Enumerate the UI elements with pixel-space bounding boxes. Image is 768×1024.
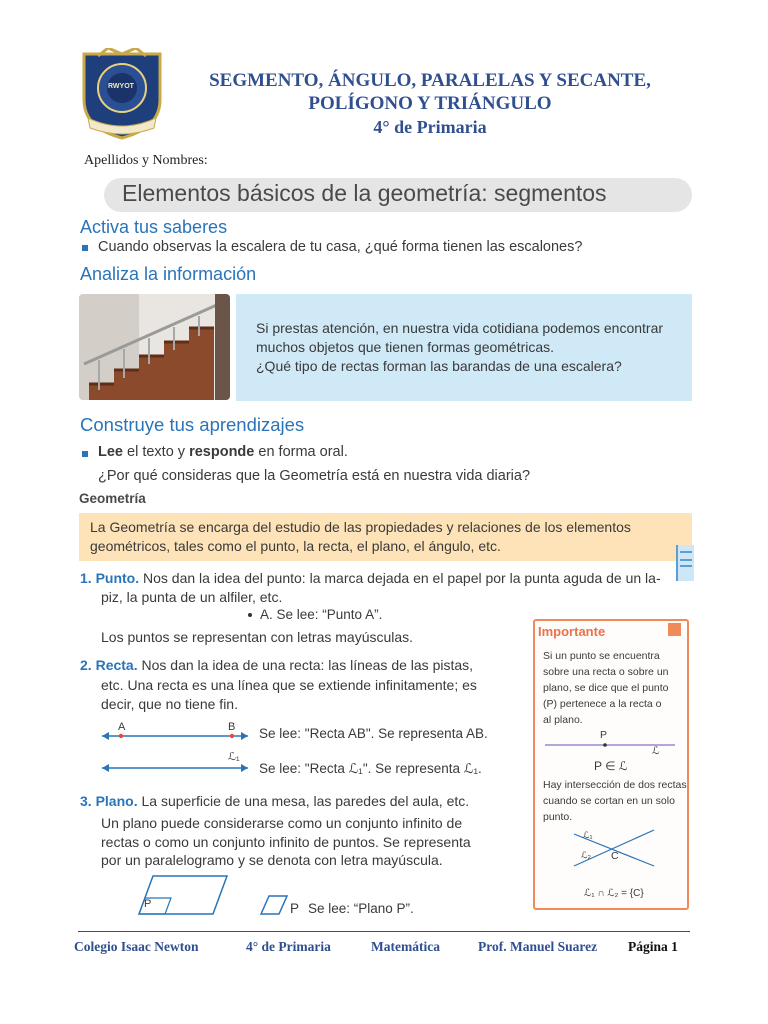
plano-line4: por un paralelogramo y se denota con letra mayúscula. <box>101 852 443 868</box>
important-line3: plano, se dice que el punto <box>543 682 669 694</box>
plane-diagrams <box>135 872 295 918</box>
recta-number: 2. <box>80 657 92 673</box>
geometria-line2: geométricos, tales como el punto, la recta, el plano, el ángulo, etc. <box>90 538 501 554</box>
recta-read1: Se lee: "Recta AB". Se representa AB. <box>259 726 488 741</box>
activa-item: Cuando observas la escalera de tu casa, ¿qué forma tienen las escalones? <box>98 239 583 255</box>
important-heading: Importante <box>538 624 606 639</box>
relation: P ∈ ℒ <box>594 759 628 773</box>
responde-word: responde <box>189 444 255 460</box>
important-line8: punto. <box>543 811 573 823</box>
construye-instruction <box>98 444 348 460</box>
info-box <box>236 294 692 401</box>
label-l1: ℒ₁ <box>228 751 240 763</box>
recta-line1 <box>80 657 473 673</box>
geometria-heading: Geometría <box>79 491 146 506</box>
plano-title: Plano. <box>95 793 138 809</box>
line-l-label: ℒ <box>652 745 660 757</box>
lee-word: Lee <box>98 444 123 460</box>
title-line2: POLÍGONO Y TRIÁNGULO <box>308 93 552 114</box>
l1-label: ℒ₁ <box>583 830 593 840</box>
footer-divider <box>78 931 690 932</box>
recta-read2: Se lee: "Recta ℒ₁". Se representa ℒ₁. <box>259 761 482 776</box>
note-box <box>79 513 692 561</box>
plano-text1: La superficie de una mesa, las paredes del aula, etc. <box>137 793 470 809</box>
plane-label-p2: P <box>290 901 300 916</box>
important-line6: Hay intersección de dos rectas <box>543 779 687 791</box>
footer-page: Página 1 <box>628 939 678 954</box>
point-p-label: P <box>600 729 608 741</box>
analiza-heading: Analiza la información <box>80 264 257 284</box>
geometria-line1: La Geometría se encarga del estudio de las propiedades y relaciones de los elementos <box>90 519 631 535</box>
important-line2: sobre una recta o sobre un <box>543 666 669 678</box>
footer-teacher: Prof. Manuel Suarez <box>478 939 598 954</box>
info-line2: muchos objetos que tienen formas geométricas. <box>256 339 555 355</box>
recta-title: Recta. <box>95 657 138 673</box>
punto-read: A. Se lee: “Punto A”. <box>260 607 383 622</box>
bullet-icon <box>82 451 88 457</box>
important-line7: cuando se cortan en un solo <box>543 795 675 807</box>
label-b: B <box>228 721 236 733</box>
point-a-mark <box>248 613 252 617</box>
important-line1: Si un punto se encuentra <box>543 650 660 662</box>
names-label: Apellidos y Nombres: <box>84 153 208 168</box>
plano-read: Se lee: “Plano P”. <box>308 901 414 916</box>
plano-line1 <box>80 793 469 809</box>
recta-text1: Nos dan la idea de una recta: las líneas de las pistas, <box>137 657 474 673</box>
banner-title: Elementos básicos de la geometría: segmentos <box>122 180 607 206</box>
important-line4: (P) pertenece a la recta o <box>543 698 662 710</box>
activa-heading: Activa tus saberes <box>80 217 228 237</box>
punto-line2: piz, la punta de un alfiler, etc. <box>101 589 283 605</box>
plano-number: 3. <box>80 793 92 809</box>
label-a: A <box>118 721 126 733</box>
punto-text1: Nos dan la idea del punto: la marca dejada en el papel por la punta aguda de un la- <box>139 570 661 586</box>
school-logo <box>78 48 166 140</box>
recta-line3: decir, que no tiene fin. <box>101 696 238 712</box>
construye-question: ¿Por qué consideras que la Geometría está en nuestra vida diaria? <box>98 468 531 484</box>
info-line1: Si prestas atención, en nuestra vida cotidiana podemos encontrar <box>256 320 664 336</box>
staircase-photo <box>79 294 230 400</box>
footer-school: Colegio Isaac Newton <box>74 939 199 954</box>
intersection-formula: ℒ₁ ∩ ℒ₂ = {C} <box>584 888 644 899</box>
footer-grade: 4° de Primaria <box>246 939 331 954</box>
title-line3: 4° de Primaria <box>373 117 487 137</box>
punto-number: 1. <box>80 570 92 586</box>
plano-line2: Un plano puede considerarse como un conjunto infinito de <box>101 815 463 831</box>
punto-line3: Los puntos se representan con letras mayúsculas. <box>101 629 414 645</box>
important-line5: al plano. <box>543 714 583 726</box>
bullet-icon <box>82 245 88 251</box>
plane-label-p: P <box>144 898 152 910</box>
title-line1: SEGMENTO, ÁNGULO, PARALELAS Y SECANTE, <box>209 70 651 91</box>
footer-subject: Matemática <box>371 939 440 954</box>
construye-heading: Construye tus aprendizajes <box>80 414 305 435</box>
logo-text: RWYOT <box>108 83 134 90</box>
plano-line3: rectas o como un conjunto infinito de puntos. Se representa <box>101 834 471 850</box>
punto-title: Punto. <box>95 570 140 586</box>
banner <box>104 178 692 212</box>
l2-label: ℒ₂ <box>581 850 591 860</box>
c-label: C <box>611 850 619 862</box>
oral-word: en forma oral. <box>254 444 348 460</box>
corner-icon <box>668 623 681 636</box>
info-line3: ¿Qué tipo de rectas forman las barandas de una escalera? <box>256 358 622 374</box>
recta-line2: etc. Una recta es una línea que se extiende infinitamente; es <box>101 677 477 693</box>
texto-word: el texto y <box>123 444 190 460</box>
notebook-icon <box>676 545 694 581</box>
punto-line1 <box>80 570 661 586</box>
